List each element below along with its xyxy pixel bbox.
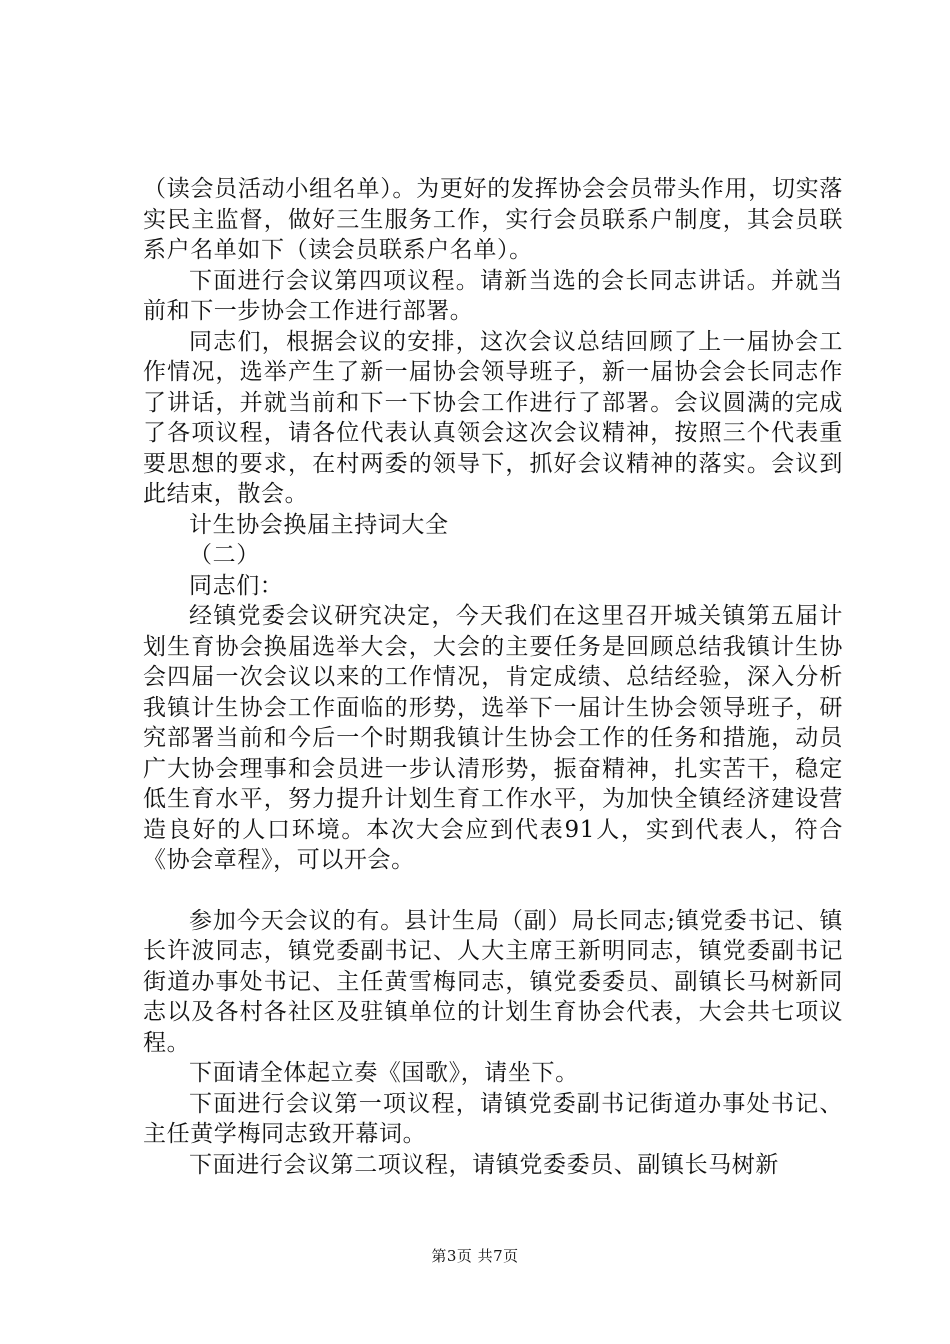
paragraph-member-list: （读会员活动小组名单）。为更好的发挥协会会员带头作用，切实落实民主监督，做好三生服务工作，实行会员联系户制度，其会员联系户名单如下（读会员联系户名单）。 (143, 176, 843, 263)
section-number: （二） (189, 542, 260, 568)
document-body (143, 174, 843, 1180)
page-number-footer: 第3页 共7页 (431, 1247, 519, 1265)
paragraph-opening-decision: 经镇党委会议研究决定，今天我们在这里召开城关镇第五届计划生育协会换届选举大会，大会的主要任务是回顾总结我镇计生协会四届一次会议以来的工作情况，肯定成绩、总结经验，深入分析我镇计生协会工作面临的形势，选举下一届计生协会领导班子，研究部署当前和今后一个时期我镇计生协会工作的任务和措施，动员广大协会理事和会员进一步认清形势，振奋精神，扎实苦干，稳定低生育水平，努力提升计划生育工作水平，为加快全镇经济建设营造良好的人口环境。本次大会应到代表91人，实到代表人，符合《协会章程》，可以开会。 (143, 603, 843, 873)
paragraph-gap (143, 876, 843, 906)
paragraph-agenda-one: 下面进行会议第一项议程，请镇党委副书记街道办事处书记、主任黄学梅同志致开幕词。 (143, 1090, 843, 1147)
paragraph-attendees: 参加今天会议的有。县计生局（副）局长同志;镇党委书记、镇长许波同志，镇党委副书记、人大主席王新明同志，镇党委副书记街道办事处书记、主任黄雪梅同志，镇党委委员、副镇长马树新同志以及各村各社区及驻镇单位的计划生育协会代表，大会共七项议程。 (143, 907, 843, 1056)
paragraph-agenda-two: 下面进行会议第二项议程，请镇党委委员、副镇长马树新 (189, 1151, 779, 1178)
paragraph-agenda-four: 下面进行会议第四项议程。请新当选的会长同志讲话。并就当前和下一步协会工作进行部署。 (143, 267, 843, 324)
paragraph-anthem: 下面请全体起立奏《国歌》，请坐下。 (189, 1060, 579, 1086)
salutation: 同志们： (189, 572, 284, 599)
section-heading: 计生协会换届主持词大全 (189, 511, 449, 538)
paragraph-closing-remarks: 同志们，根据会议的安排，这次会议总结回顾了上一届协会工作情况，选举产生了新一届协会领导班子，新一届协会会长同志作了讲话，并就当前和下一下协会工作进行了部署。会议圆满的完成了各项议程，请各位代表认真领会这次会议精神，按照三个代表重要思想的要求，在村两委的领导下，抓好会议精神的落实。会议到此结束，散会。 (143, 328, 843, 507)
